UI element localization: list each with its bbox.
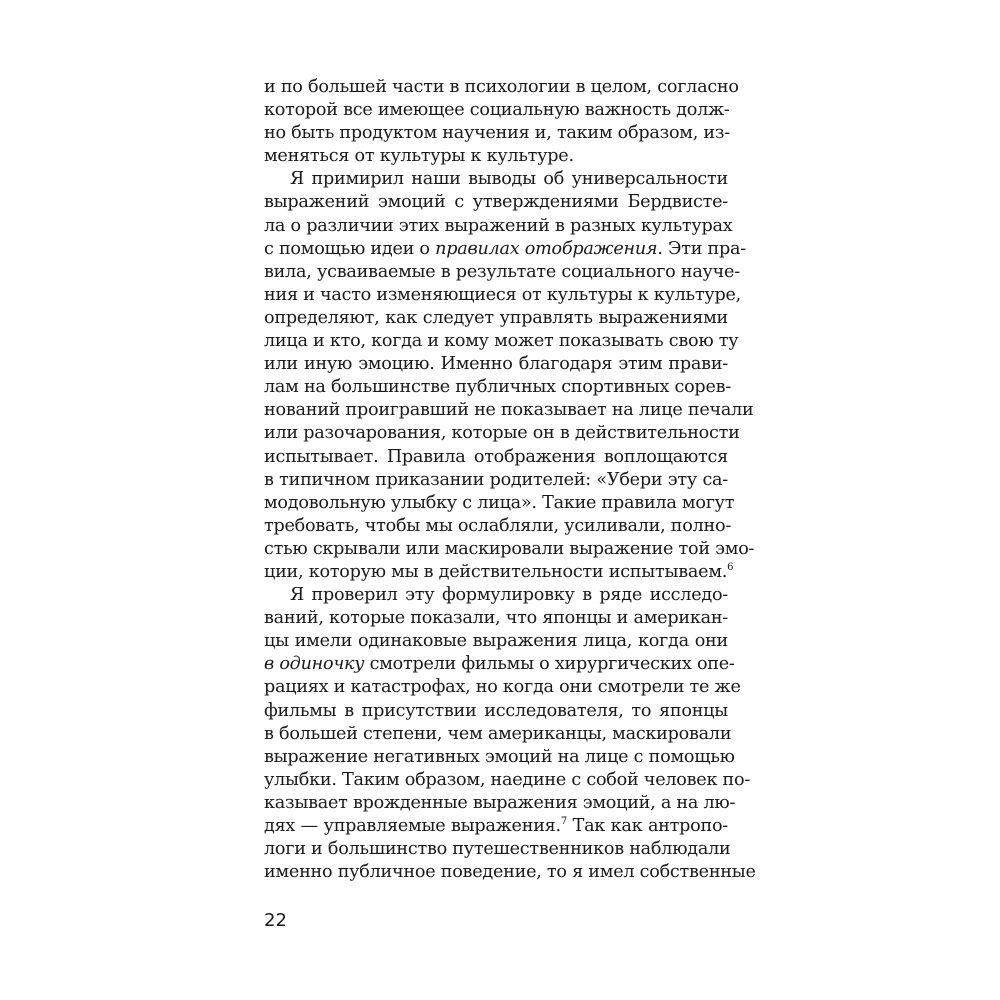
text-segment: ции, которую мы в действительности испытываем. — [264, 561, 728, 582]
text-segment: ваний, которые показали, что японцы и американ- — [264, 608, 728, 629]
text-line — [264, 700, 728, 723]
paragraph — [264, 584, 756, 884]
text-line — [264, 769, 751, 792]
text-segment: ла о различии этих выражений в разных культурах — [264, 215, 733, 236]
text-line — [264, 792, 736, 815]
text-line — [264, 630, 728, 653]
text-segment: Так как антропо- — [567, 816, 729, 836]
text-line — [264, 676, 741, 699]
text-segment: или разочарования, которые он в действительности — [264, 423, 740, 444]
text-line — [264, 307, 728, 330]
text-segment: дях — управляемые выражения. — [264, 816, 561, 836]
text-line — [264, 815, 728, 838]
footnote-marker: 6 — [727, 561, 734, 573]
text-segment: вила, усваиваемые в результате социального науче- — [264, 261, 740, 282]
text-segment: фильмы в присутствии исследователя, то японцы — [264, 700, 728, 721]
text-segment: смотрели фильмы о хирургических опе- — [364, 654, 735, 675]
text-line — [264, 284, 741, 307]
text-segment: ния и часто изменяющиеся от культуры к культуре, — [264, 284, 741, 305]
text-segment: логи и большинство путешественников наблюдали — [264, 839, 731, 860]
text-segment: с помощью идеи о — [264, 238, 436, 259]
text-segment: выражений эмоций с утверждениями Бердвисте- — [264, 192, 728, 213]
italic-emphasis: правилах отображения — [435, 238, 658, 259]
footnote-marker: 7 — [560, 816, 567, 827]
text-line — [264, 653, 735, 676]
text-segment: требовать, чтобы мы ослабляли, усиливали, полно- — [264, 515, 732, 536]
text-line — [264, 238, 746, 261]
text-line — [264, 76, 739, 99]
text-segment: нований проигравший не показывает на лице печали — [264, 400, 754, 421]
text-segment: и по большей части в психологии в целом, согласно — [264, 77, 739, 97]
text-line — [264, 838, 731, 861]
text-segment: выражение негативных эмоций на лице с помощью — [264, 746, 735, 767]
text-segment: лица и кто, когда и кому может показывать свою ту — [264, 331, 739, 352]
paragraph — [264, 76, 739, 168]
text-segment: но быть продуктом научения и, таким образом, из- — [264, 123, 730, 144]
text-line — [264, 261, 740, 284]
italic-emphasis: в одиночку — [264, 654, 365, 675]
text-segment: именно публичное поведение, то я имел собственные — [264, 862, 756, 883]
text-segment: . Эти пра- — [657, 238, 746, 259]
page-number: 22 — [264, 910, 287, 931]
text-line — [264, 607, 728, 630]
text-segment: меняться от культуры к культуре. — [264, 146, 574, 167]
text-line — [264, 168, 728, 191]
text-segment: определяют, как следует управлять выражениями — [264, 307, 728, 328]
text-segment: лам на большинстве публичных спортивных сорев- — [264, 377, 731, 398]
text-segment: в большей степени, чем американцы, маскировали — [264, 723, 732, 744]
text-segment: которой все имеющее социальную важность долж- — [264, 100, 730, 121]
text-line — [264, 215, 733, 238]
text-segment: улыбки. Таким образом, наедине с собой человек по- — [264, 769, 751, 790]
text-line — [264, 515, 732, 538]
text-line — [264, 191, 728, 214]
paragraph — [264, 168, 755, 584]
text-segment: испытывает. Правила отображения воплощаются — [264, 446, 728, 467]
text-segment: в типичном приказании родителей: «Убери эту са- — [264, 469, 728, 490]
text-line — [264, 145, 728, 168]
text-line — [264, 469, 728, 492]
text-segment: Я проверил эту формулировку в ряде исследо- — [290, 585, 728, 606]
text-line — [264, 584, 728, 607]
text-segment: или иную эмоцию. Именно благодаря этим прави- — [264, 354, 728, 375]
text-line — [264, 399, 754, 422]
text-line — [264, 561, 734, 584]
text-line — [264, 422, 740, 445]
text-line — [264, 122, 728, 145]
text-segment: цы имели одинаковые выражения лица, когда они — [264, 631, 728, 652]
text-segment: казывает врожденные выражения эмоций, а на лю- — [264, 792, 736, 813]
text-line — [264, 861, 756, 884]
text-line — [264, 492, 735, 515]
text-line — [264, 353, 728, 376]
text-line — [264, 446, 728, 469]
text-line — [264, 99, 728, 122]
text-line — [264, 746, 735, 769]
text-line — [264, 538, 755, 561]
text-segment: модовольную улыбку с лица». Такие правила могут — [264, 492, 735, 513]
text-line — [264, 376, 731, 399]
text-line — [264, 330, 739, 353]
text-segment: Я примирил наши выводы об универсальности — [290, 169, 728, 190]
text-segment: рациях и катастрофах, но когда они смотрели те же — [264, 677, 741, 698]
text-segment: стью скрывали или маскировали выражение той эмо- — [264, 538, 755, 559]
book-page-text — [264, 76, 756, 884]
text-line — [264, 723, 732, 746]
